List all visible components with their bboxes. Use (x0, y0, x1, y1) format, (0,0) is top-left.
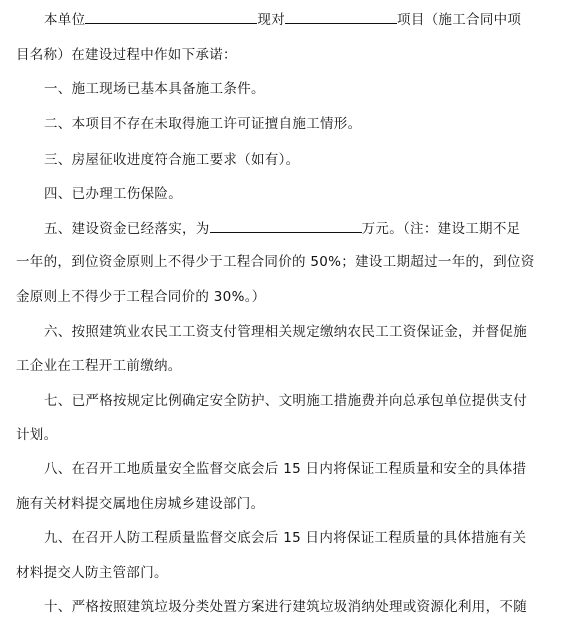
item-5-post: 万元。（注：建设工期不足 (361, 221, 521, 237)
item-5-pre: 五、建设资金已经落实，为 (44, 221, 210, 237)
item-8-continuation: 施有关材料提交属地住房城乡建设部门。 (16, 496, 265, 512)
unit-name-blank (85, 9, 257, 24)
item-7: 七、已严格按规定比例确定安全防护、文明施工措施费并向总承包单位提供支付 (44, 393, 527, 409)
item-6-continuation: 工企业在工程开工前缴纳。 (16, 358, 182, 374)
intro-continuation: 目名称）在建设过程中作如下承诺： (16, 47, 237, 63)
item-5-continuation-1: 一年的，到位资金原则上不得少于工程合同价的 50%；建设工期超过一年的，到位资 (16, 254, 535, 270)
item-5-continuation-2: 金原则上不得少于工程合同价的 30%。） (16, 289, 266, 305)
item-5 (0, 218, 571, 239)
item-7-continuation: 计划。 (16, 427, 58, 443)
intro-line (0, 9, 571, 30)
item-9-continuation: 材料提交人防主管部门。 (16, 565, 168, 581)
funding-amount-blank (210, 218, 362, 233)
item-6: 六、按照建筑业农民工工资支付管理相关规定缴纳农民工工资保证金，并督促施 (44, 324, 527, 340)
intro-text-2: 现对 (257, 12, 286, 28)
item-2: 二、本项目不存在未取得施工许可证擅自施工情形。 (44, 116, 362, 132)
project-name-blank (285, 9, 397, 24)
intro-text-1: 本单位 (44, 12, 86, 28)
item-3: 三、房屋征收进度符合施工要求（如有）。 (44, 152, 300, 168)
item-10: 十、严格按照建筑垃圾分类处置方案进行建筑垃圾消纳处理或资源化利用，不随 (44, 599, 527, 615)
intro-text-3: 项目（施工合同中项 (397, 12, 522, 28)
item-4: 四、已办理工伤保险。 (44, 186, 182, 202)
item-8: 八、在召开工地质量安全监督交底会后 15 日内将保证工程质量和安全的具体措 (44, 461, 527, 477)
item-1: 一、施工现场已基本具备施工条件。 (44, 81, 265, 97)
item-9: 九、在召开人防工程质量监督交底会后 15 日内将保证工程质量的具体措施有关 (44, 530, 527, 546)
